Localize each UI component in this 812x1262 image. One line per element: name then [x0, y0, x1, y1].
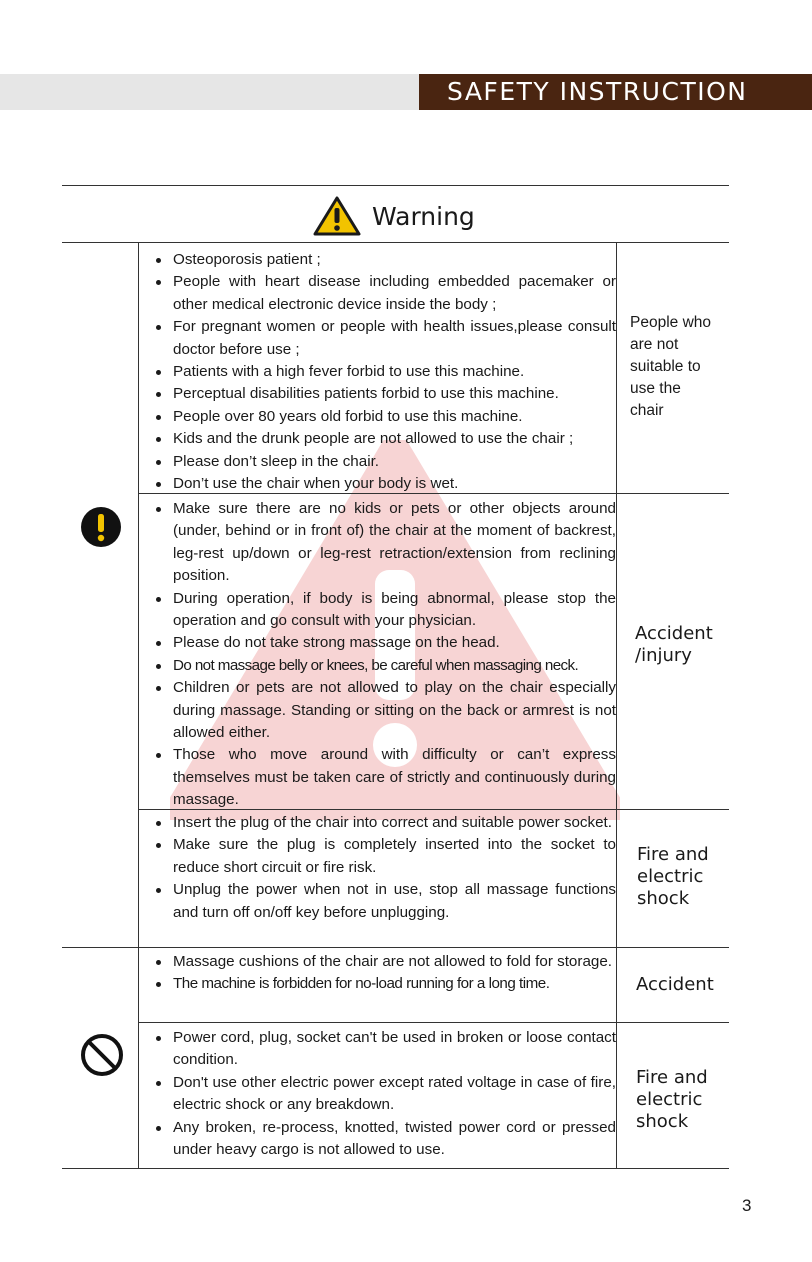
table-bottom-rule	[62, 1168, 729, 1169]
prohibition-icon	[79, 1032, 125, 1078]
list-item: Please do not take strong massage on the head.	[152, 632, 616, 654]
page-number: 3	[742, 1196, 752, 1215]
list-item: The machine is forbidden for no-load running for a long time.	[152, 973, 616, 995]
list-item: Patients with a high fever forbid to use this machine.	[152, 361, 616, 383]
row-divider	[139, 1022, 729, 1023]
bullet-list	[152, 249, 616, 495]
list-item: Do not massage belly or knees, be careful when massaging neck.	[152, 655, 616, 677]
page-title: SAFETY INSTRUCTION	[419, 74, 812, 110]
list-item: Power cord, plug, socket can't be used in broken or loose contact condition.	[152, 1027, 616, 1072]
list-item: Those who move around with difficulty or can’t express themselves must be taken care of strictly and continuously during massage.	[152, 744, 616, 811]
list-item: Insert the plug of the chair into correct and suitable power socket.	[152, 812, 616, 834]
list-item: Make sure there are no kids or pets or other objects around (under, behind or in front of) the chair at the moment of backrest, leg-rest up/down or leg-rest retraction/extension from reclining position.	[152, 498, 616, 588]
bullet-list	[152, 951, 616, 996]
bullet-list	[152, 1027, 616, 1161]
list-item: During operation, if body is being abnormal, please stop the operation and go consult with your physician.	[152, 588, 616, 633]
list-item: For pregnant women or people with health issues,please consult doctor before use ;	[152, 316, 616, 361]
bullet-list	[152, 812, 616, 924]
list-item: Perceptual disabilities patients forbid to use this machine.	[152, 383, 616, 405]
warning-label: Warning	[372, 201, 475, 231]
category-label: Fire and electric shock	[636, 1067, 708, 1132]
list-item: Unplug the power when not in use, stop all massage functions and turn off on/off key before unplugging.	[152, 879, 616, 924]
warning-header-rule	[62, 242, 729, 243]
list-item: People with heart disease including embedded pacemaker or other medical electronic device inside the body ;	[152, 271, 616, 316]
list-item: Don't use other electric power except rated voltage in case of fire, electric shock or any breakdown.	[152, 1072, 616, 1117]
group-divider	[62, 947, 729, 948]
category-label: Accident /injury	[635, 623, 713, 666]
bullet-list	[152, 498, 616, 812]
list-item: Osteoporosis patient ;	[152, 249, 616, 271]
table-top-rule	[62, 185, 729, 186]
list-item: Kids and the drunk people are not allowed to use the chair ;	[152, 428, 616, 450]
list-item: Don’t use the chair when your body is wet.	[152, 473, 616, 495]
list-item: Please don’t sleep in the chair.	[152, 451, 616, 473]
exclamation-circle-icon	[80, 506, 122, 548]
category-label: People who are not suitable to use the chair	[630, 314, 712, 419]
icon-column-divider	[138, 242, 139, 1169]
list-item: Any broken, re-process, knotted, twisted power cord or pressed under heavy cargo is not allowed to use.	[152, 1117, 616, 1162]
category-column-divider	[616, 242, 617, 1169]
list-item: Children or pets are not allowed to play on the chair especially during massage. Standing or sitting on the back or armrest is not allowed either.	[152, 677, 616, 744]
warning-triangle-icon	[312, 195, 362, 237]
list-item: Make sure the plug is completely inserted into the socket to reduce short circuit or fire risk.	[152, 834, 616, 879]
category-label: Accident	[636, 974, 714, 995]
warning-heading	[312, 194, 475, 238]
category-label: Fire and electric shock	[637, 844, 709, 909]
list-item: People over 80 years old forbid to use this machine.	[152, 406, 616, 428]
list-item: Massage cushions of the chair are not allowed to fold for storage.	[152, 951, 616, 973]
